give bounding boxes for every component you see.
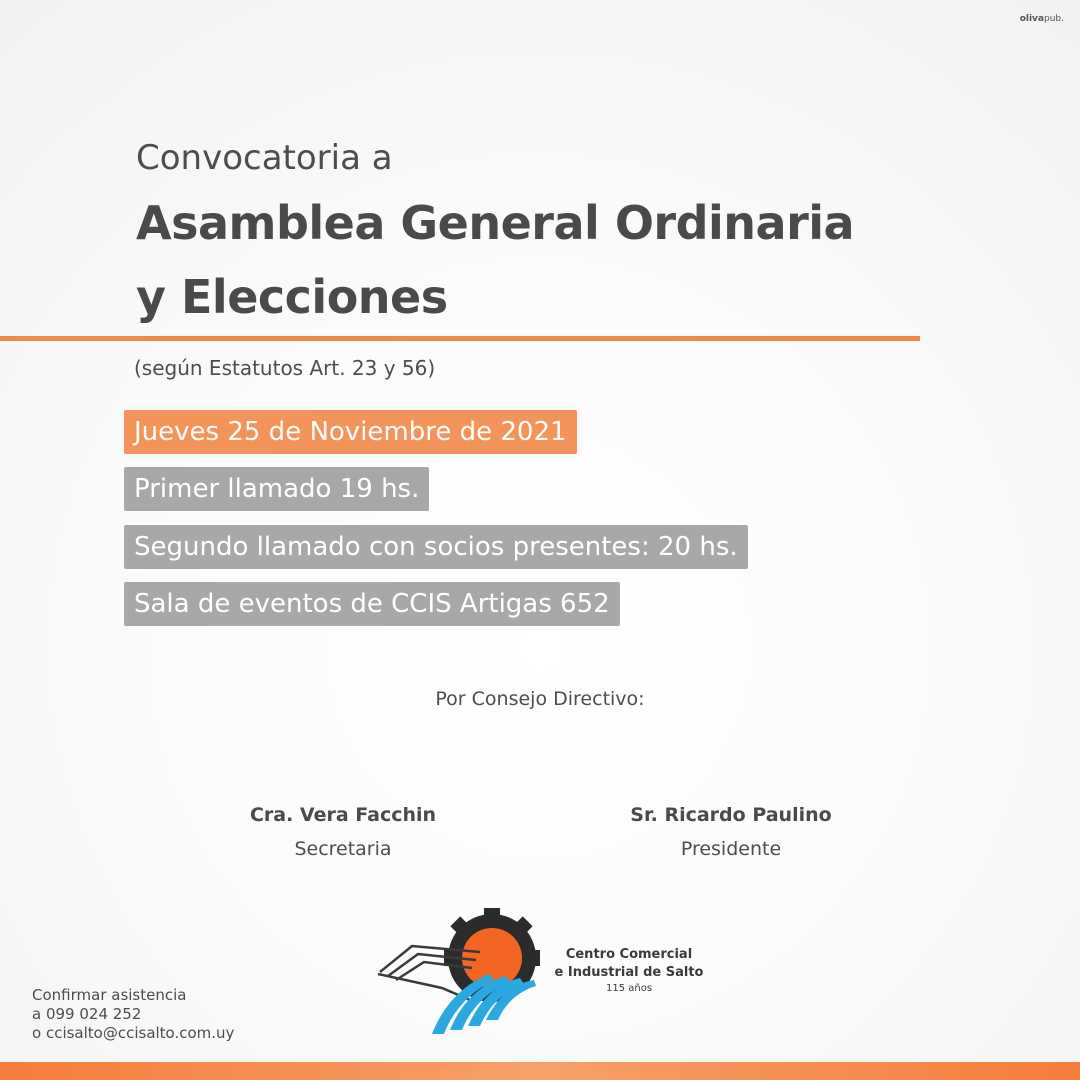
bottom-accent-bar: [0, 1062, 1080, 1080]
signatory-name: Cra. Vera Facchin: [249, 804, 437, 826]
publisher-tag-bold: oliva: [1019, 14, 1044, 24]
logo-text: [554, 946, 704, 996]
signatory-secretary: [193, 804, 493, 860]
statute-subtitle: (según Estatutos Art. 23 y 56): [134, 356, 436, 380]
second-call-badge: Segundo llamado con socios presentes: 20 hs.: [124, 525, 748, 569]
first-call-badge: Primer llamado 19 hs.: [124, 467, 429, 511]
council-label: Por Consejo Directivo:: [435, 688, 645, 710]
signatory-role: Secretaria: [294, 838, 392, 860]
signatory-role: Presidente: [680, 838, 782, 860]
publisher-tag-rest: pub.: [1044, 14, 1064, 24]
contact-phone: a 099 024 252: [32, 1005, 142, 1023]
publisher-tag: [1020, 14, 1064, 24]
title-line-1: Asamblea General Ordinaria: [136, 196, 855, 250]
contact-line-1: Confirmar asistencia: [32, 986, 187, 1004]
venue-badge: Sala de eventos de CCIS Artigas 652: [124, 582, 620, 626]
title-prefix: Convocatoria a: [136, 138, 393, 178]
title-line-2: y Elecciones: [136, 270, 448, 324]
signatory-name: Sr. Ricardo Paulino: [630, 804, 832, 826]
contact-info: [32, 986, 234, 1043]
signatory-president: [581, 804, 881, 860]
orange-divider: [0, 336, 920, 341]
waves-icon: [432, 974, 536, 1034]
logo-anniversary: 115 años: [605, 983, 653, 994]
logo-line-1: Centro Comercial: [565, 947, 693, 962]
logo-line-2: e Industrial de Salto: [554, 965, 704, 980]
contact-email: o ccisalto@ccisalto.com.uy: [32, 1024, 235, 1042]
page-title: [136, 186, 854, 334]
date-badge: Jueves 25 de Noviembre de 2021: [124, 410, 577, 454]
